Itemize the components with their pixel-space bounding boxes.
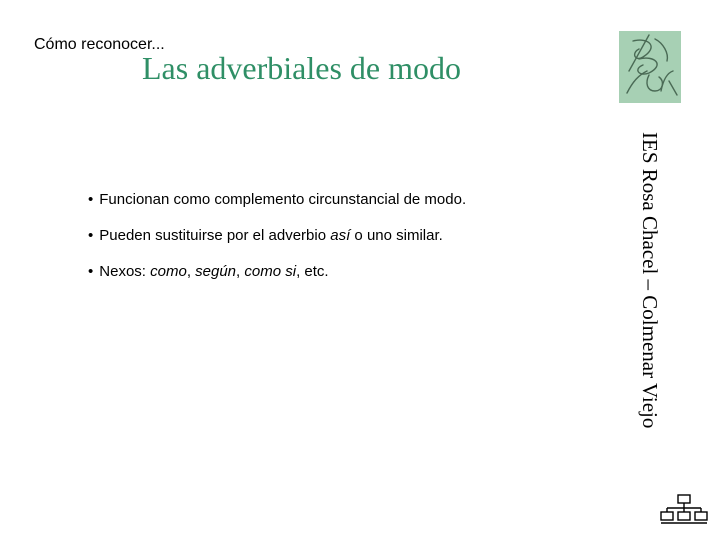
bullet-list: [88, 190, 466, 298]
bullet-item: [88, 190, 466, 210]
bullet-text: o uno similar.: [350, 227, 443, 244]
bullet-text: Pueden sustituirse por el adverbio: [99, 227, 331, 244]
bullet-item: [88, 226, 466, 246]
bullet-text: Funcionan como complemento circunstancial de modo.: [99, 191, 467, 208]
bullet-emphasis: como si: [244, 263, 297, 280]
school-name-vertical: IES Rosa Chacel – Colmenar Viejo: [638, 132, 662, 429]
bullet-text: ,: [186, 263, 196, 280]
bullet-item: [88, 262, 466, 282]
bullet-emphasis: según: [195, 263, 237, 280]
bullet-marker: •: [88, 263, 94, 280]
school-logo-icon: [619, 31, 681, 103]
supertitle: Cómo reconocer...: [34, 36, 165, 53]
bullet-text: Nexos:: [99, 263, 151, 280]
bullet-text: , etc.: [296, 263, 329, 280]
bullet-marker: •: [88, 191, 94, 208]
bullet-text: ,: [236, 263, 245, 280]
slide-title: Las adverbiales de modo: [142, 50, 461, 86]
sitemap-nav-icon[interactable]: [658, 494, 710, 526]
bullet-marker: •: [88, 227, 94, 244]
bullet-emphasis: como: [150, 263, 187, 280]
bullet-emphasis: así: [330, 227, 351, 244]
